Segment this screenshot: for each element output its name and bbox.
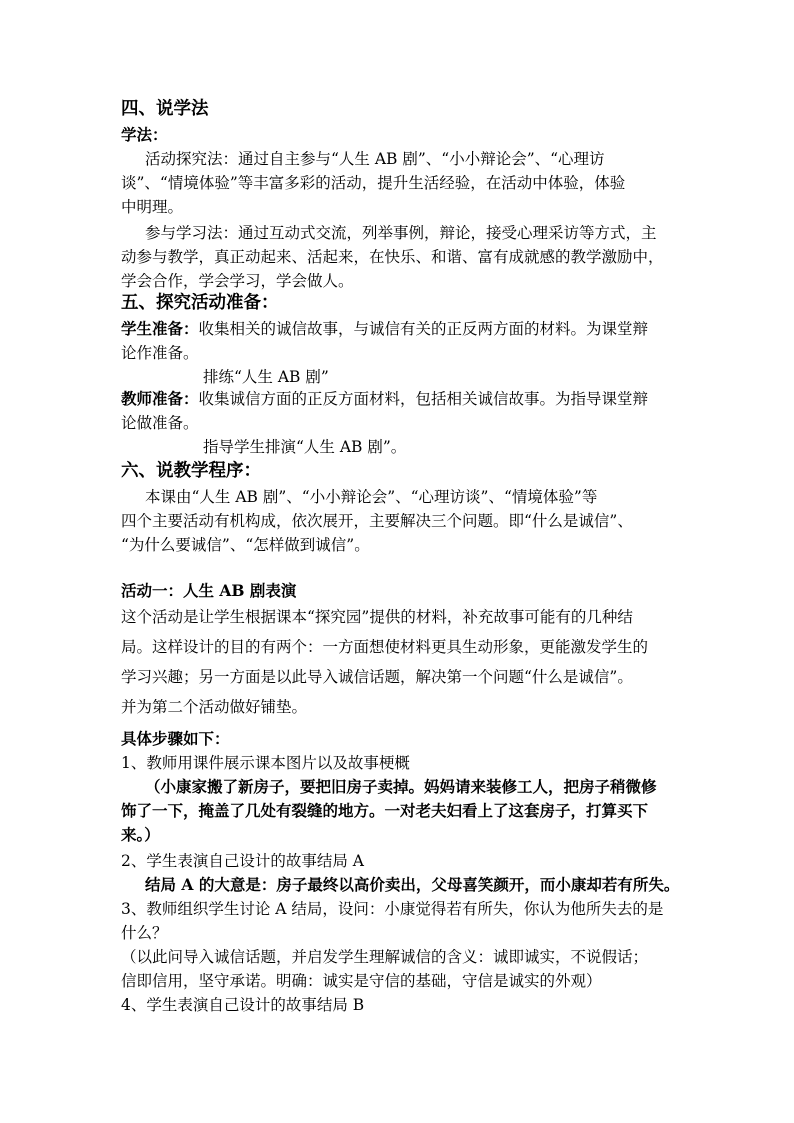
teacher-prep-line3: 指导学生排演“人生 AB 剧”。 <box>203 438 407 456</box>
step1-story-line2: 饰了一下，掩盖了几处有裂缝的地方。一对老夫妇看上了这套房子，打算买下 <box>121 801 649 820</box>
section4-p2-line1: 参与学习法：通过互动式交流，列举事例，辩论，接受心理采访等方式，主 <box>145 224 657 242</box>
step1-story-line1: （小康家搬了新房子，要把旧房子卖掉。妈妈请来装修工人，把房子稍微修 <box>145 777 657 796</box>
section4-subtitle: 学法： <box>121 125 168 144</box>
section4-p1-line1: 活动探究法：通过自主参与“人生 AB 剧”、“小小辩论会”、“心理访 <box>145 150 605 168</box>
step3-line2: 什么？ <box>121 924 168 942</box>
section4-p2-line3: 学会合作，学会学习，学会做人。 <box>121 272 354 290</box>
student-prep-text: 收集相关的诚信故事，与诚信有关的正反两方面的材料。为课堂辩 <box>198 320 649 338</box>
student-prep-label: 学生准备： <box>121 319 199 338</box>
step3-note-line2: 信即信用，坚守承诺。明确：诚实是守信的基础，守信是诚实的外观） <box>121 972 602 990</box>
step1: 1、教师用课件展示课本图片以及故事梗概 <box>121 754 410 772</box>
section4-title: 四、说学法 <box>121 99 209 119</box>
section4-p1-line2: 谈”、“情境体验”等丰富多彩的活动，提升生活经验，在活动中体验，体验 <box>121 174 626 192</box>
teacher-prep-line1 <box>121 388 648 410</box>
section4-p2-line2: 动参与教学，真正动起来、活起来，在快乐、和谐、富有成就感的教学激励中， <box>121 248 664 266</box>
teacher-prep-label: 教师准备： <box>121 389 199 408</box>
section6-title: 六、说教学程序： <box>121 461 261 481</box>
step4: 4、学生表演自己设计的故事结局 B <box>121 996 365 1014</box>
section4-p1-line3: 中明理。 <box>121 198 184 216</box>
step1-story-line3: 来。） <box>121 825 160 844</box>
step3-note-line1: （以此问导入诚信话题，并启发学生理解诚信的含义：诚即诚实，不说假话； <box>121 948 649 966</box>
section6-p-line1: 本课由“人生 AB 剧”、“小小辩论会”、“心理访谈”、“情境体验”等 <box>145 488 598 506</box>
teacher-prep-line2: 论做准备。 <box>121 414 199 432</box>
teacher-prep-text: 收集诚信方面的正反方面材料，包括相关诚信故事。为指导课堂辩 <box>198 390 649 408</box>
steps-title: 具体步骤如下： <box>121 729 230 748</box>
step2-ending: 结局 A 的大意是：房子最终以高价卖出，父母喜笑颜开，而小康却若有所失。 <box>145 875 680 894</box>
student-prep-line2: 论作准备。 <box>121 344 199 362</box>
activity1-title: 活动一：人生 AB 剧表演 <box>121 581 297 600</box>
section6-p-line2: 四个主要活动有机构成，依次展开，主要解决三个问题。即“什么是诚信”、 <box>121 512 633 530</box>
section6-p-line3: “为什么要诚信”、“怎样做到诚信”。 <box>121 536 370 554</box>
step3-line1: 3、教师组织学生讨论 A 结局，设问：小康觉得若有所失，你认为他所失去的是 <box>121 900 664 918</box>
section5-title: 五、探究活动准备： <box>121 293 279 313</box>
step2: 2、学生表演自己设计的故事结局 A <box>121 852 364 870</box>
activity1-p-line2: 局。这样设计的目的有两个：一方面想使材料更具生动形象，更能激发学生的 <box>121 638 649 656</box>
student-prep-line3: 排练“人生 AB 剧” <box>203 368 329 386</box>
student-prep-line1 <box>121 318 648 340</box>
activity1-p-line1: 这个活动是让学生根据课本“探究园”提供的材料，补充故事可能有的几种结 <box>121 608 633 626</box>
activity1-p-line4: 并为第二个活动做好铺垫。 <box>121 698 308 716</box>
activity1-p-line3: 学习兴趣；另一方面是以此导入诚信话题，解决第一个问题“什么是诚信”。 <box>121 668 633 686</box>
